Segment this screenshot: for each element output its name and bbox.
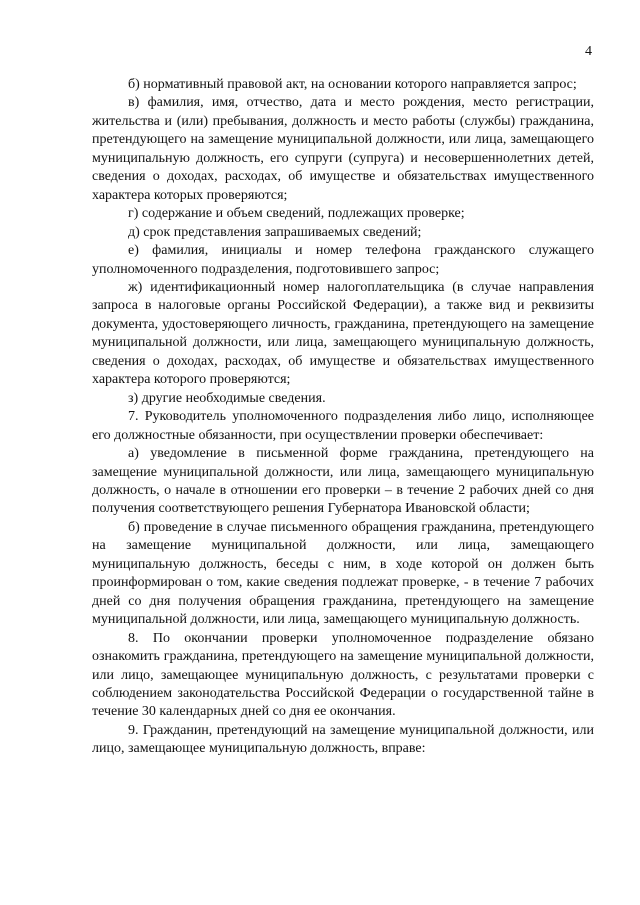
paragraph-e-contact: е) фамилия, инициалы и номер телефона гражданского служащего уполномоченного подразделения, подготовившего запрос; <box>92 243 594 277</box>
paragraph-9-rights: 9. Гражданин, претендующий на замещение муниципальной должности, или лицо, замещающее муниципальную должность, вправе: <box>92 722 594 757</box>
paragraph-z-other: з) другие необходимые сведения. <box>128 390 326 406</box>
document-body <box>92 76 594 759</box>
paragraph-8-results: 8. По окончании проверки уполномоченное подразделение обязано ознакомить гражданина, претендующего на замещение муниципальной должности, или лицо, замещающее муниципальную должность, с результатами проверки с соблюдением законодательства Российской Федерации о государственной тайне в течение 30 календарных дней со дня ее окончания. <box>92 630 594 720</box>
page-number: 4 <box>585 44 592 59</box>
paragraph-g-scope: г) содержание и объем сведений, подлежащих проверке; <box>128 206 465 222</box>
paragraph-v-personal-data: в) фамилия, имя, отчество, дата и место рождения, место регистрации, жительства и (или) пребывания, должность и место работы (службы) гражданина, претендующего на замещение муниципальной должности, или лица, замещающего муниципальную должность, его супруги (супруга) и несовершеннолетних детей, сведения о доходах, расходах, об имуществе и обязательствах имущественного характера которых проверяются; <box>92 95 594 203</box>
paragraph-d-deadline: д) срок представления запрашиваемых сведений; <box>128 224 422 240</box>
paragraph-a-notification: а) уведомление в письменной форме гражданина, претендующего на замещение муниципальной должности, или лица, замещающего муниципальную должность, о начале в отношении его проверки – в течение 2 рабочих дней со дня получения соответствующего решения Губернатора Ивановской области; <box>92 446 594 517</box>
paragraph-b-legal-act: б) нормативный правовой акт, на основании которого направляется запрос; <box>128 77 577 92</box>
paragraph-7-head-duties: 7. Руководитель уполномоченного подразделения либо лицо, исполняющее его должностные обязанности, при осуществлении проверки обеспечивает: <box>92 409 594 443</box>
paragraph-zh-tax-id: ж) идентификационный номер налогоплательщика (в случае направления запроса в налоговые органы Российской Федерации), а также вид и реквизиты документа, удостоверяющего личность, гражданина, претендующего на замещение муниципальной должности, или лица, замещающего муниципальную должность, сведения о доходах, расходах, об имуществе и обязательствах имущественного характера которого проверяются; <box>92 279 594 388</box>
paragraph-b-interview: б) проведение в случае письменного обращения гражданина, претендующего на замещение муниципальной должности, или лица, замещающего муниципальную должность, беседы с ним, в ходе которой он должен быть проинформирован о том, какие сведения подлежат проверке, - в течение 7 рабочих дней со дня получения обращения гражданина, претендующего на замещение муниципальной должности, или лица, замещающего муниципальную должность. <box>92 519 594 628</box>
